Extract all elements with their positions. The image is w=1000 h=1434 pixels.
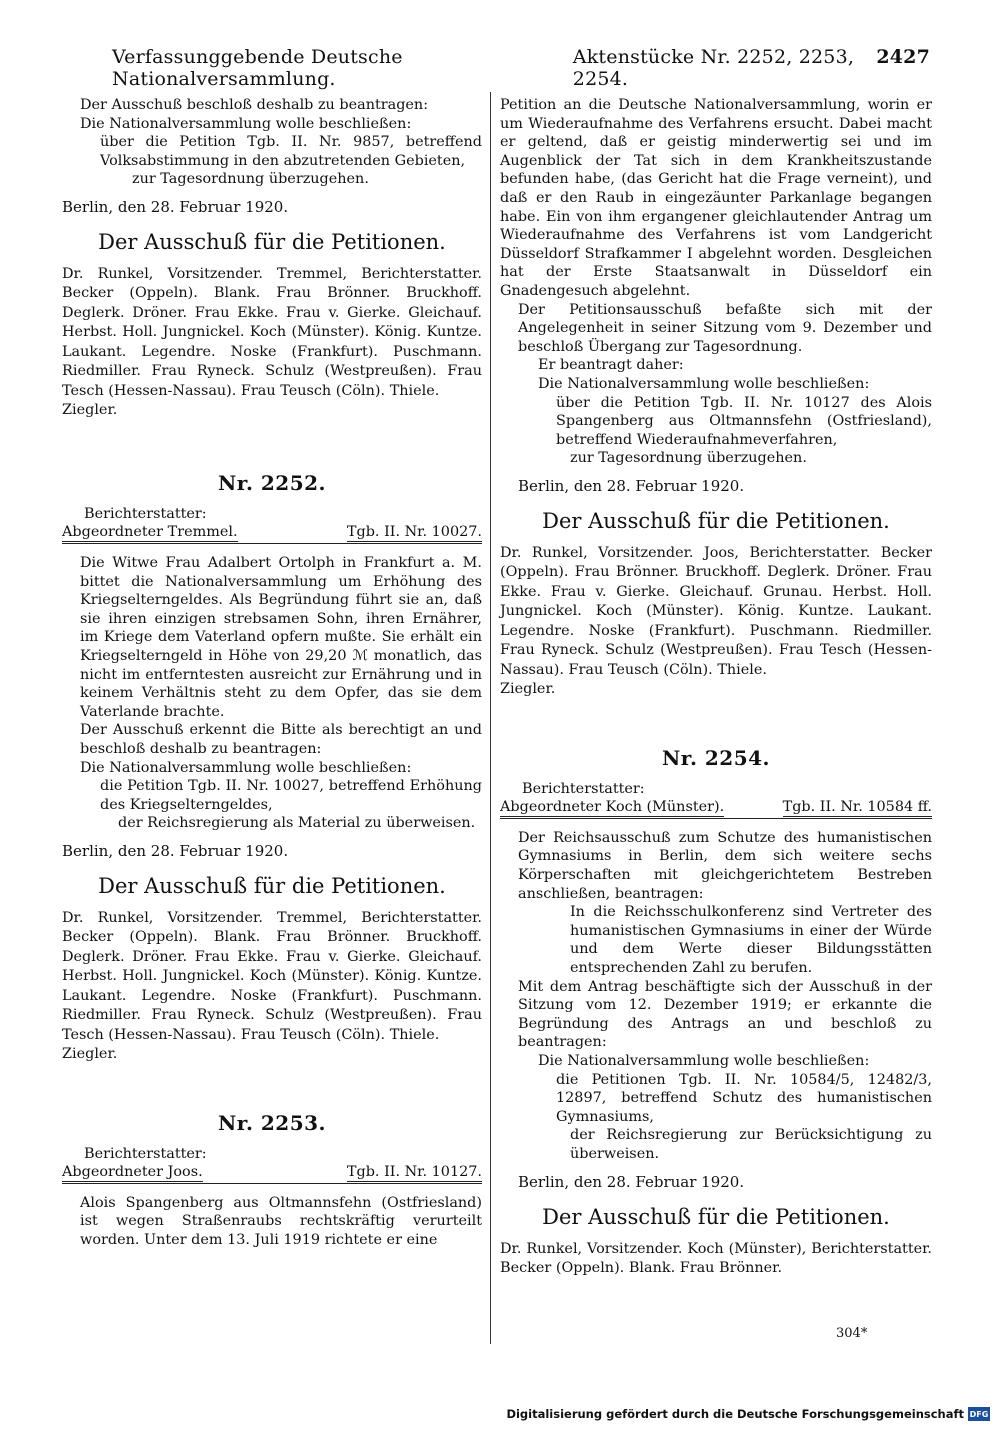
reporter-block [500, 780, 932, 819]
reporter-line [62, 523, 482, 544]
reporter-name: Abgeordneter Joos. [62, 1163, 203, 1180]
reporter-role: Berichterstatter: [84, 505, 207, 522]
paragraph: Mit dem Antrag beschäftigte sich der Ausschuß in der Sitzung vom 12. Dezember 1919; er erkannte die Begründung des Antrags an und beschloß zu beantragen: [518, 978, 932, 1051]
date-line: Berlin, den 28. Februar 1920. [518, 476, 745, 495]
paragraph: die Petitionen Tgb. II. Nr. 10584/5, 12482/3, 12897, betreffend Schutz des humanistischen Gymnasiums, [556, 1071, 932, 1125]
reporter-line [62, 1163, 482, 1184]
document-number: Nr. 2254. [661, 745, 771, 770]
tagebuch-number: Tgb. II. Nr. 10027. [346, 523, 482, 540]
tagebuch-number: Tgb. II. Nr. 10584 ff. [782, 798, 932, 815]
tagebuch-number: Tgb. II. Nr. 10127. [346, 1163, 482, 1180]
member-list-last: Ziegler. [500, 681, 556, 698]
committee-heading: Der Ausschuß für die Petitionen. [542, 508, 890, 533]
intro-line: Die Nationalversammlung wolle beschließen: [80, 115, 412, 132]
reporter-name: Abgeordneter Koch (Münster). [500, 798, 725, 815]
paragraph: Der Petitionsausschuß befaßte sich mit der Angelegenheit in seiner Sitzung vom 9. Dezember und beschloß Übergang zur Tagesordnung. [518, 301, 932, 355]
reporter-block [62, 505, 482, 544]
header-title: Verfassunggebende Deutsche Nationalversammlung. [112, 46, 403, 90]
committee-heading: Der Ausschuß für die Petitionen. [542, 1204, 890, 1229]
reporter-line [500, 798, 932, 819]
member-list-last: Ziegler. [62, 402, 118, 419]
left-column [62, 96, 482, 1250]
date-line: Berlin, den 28. Februar 1920. [62, 197, 289, 216]
paragraph: Die Witwe Frau Adalbert Ortolph in Frankfurt a. M. bittet die Nationalversammlung um Erhöhung des Kriegselterngeldes. Als Begründung führt sie an, daß sie ihren einzigen strebsamen Sohn, ihren Ernährer, im Kriege dem Vaterland opfern mußte. Sie erhält ein Kriegselterngeld in Höhe von 29,20 ℳ monatlich, das nicht im entferntesten ausreicht zur Ernährung und in keinem Verhältnis steht zu dem Opfer, das sie dem Vaterlande brachte. [80, 554, 482, 720]
digitization-footer [506, 1407, 990, 1421]
sheet-signature: 304* [836, 1326, 868, 1341]
paragraph: der Reichsregierung zur Berücksichtigung zu überweisen. [570, 1127, 932, 1162]
page-header [112, 46, 930, 90]
committee-heading: Der Ausschuß für die Petitionen. [98, 229, 446, 254]
member-list: Dr. Runkel, Vorsitzender. Joos, Berichterstatter. Becker (Oppeln). Frau Brönner. Bruckhoff. Deglerk. Dröner. Frau Ekke. Frau v. Gierke. Gleichauf. Grunau. Herbst. Holl. Jungnickel. Koch (Münster). König. Kuntze. Laukant. Legendre. Noske (Frankfurt). Puschmann. Riedmiller. Frau Ryneck. Schulz (Westpreußen). Frau Tesch (Hessen-Nassau). Frau Teusch (Cöln). Thiele. [500, 544, 932, 678]
reporter-block [62, 1145, 482, 1184]
reporter-name: Abgeordneter Tremmel. [62, 523, 238, 540]
footer-text: Digitalisierung gefördert durch die Deutsche Forschungsgemeinschaft [506, 1407, 964, 1421]
paragraph: über die Petition Tgb. II. Nr. 10127 des Alois Spangenberg aus Oltmannsfehn (Ostfriesland), betreffend Wiederaufnahmeverfahren, [556, 394, 932, 448]
right-column [500, 96, 932, 1279]
header-aktenstuecke: Aktenstücke Nr. 2252, 2253, 2254. [572, 46, 855, 90]
paragraph: Er beantragt daher: [538, 357, 684, 374]
paragraph: Die Nationalversammlung wolle beschließen: [538, 375, 870, 392]
reporter-role: Berichterstatter: [522, 780, 645, 797]
paragraph: Der Reichsausschuß zum Schutze des humanistischen Gymnasiums in Berlin, dem sich weitere sechs Körperschaften mit gleichgerichtetem Bestreben anschließen, beantragen: [518, 829, 932, 902]
member-list: Dr. Runkel, Vorsitzender. Tremmel, Berichterstatter. Becker (Oppeln). Blank. Frau Brönner. Bruckhoff. Deglerk. Dröner. Frau Ekke. Frau v. Gierke. Gleichauf. Herbst. Holl. Jungnickel. Koch (Münster). König. Kuntze. Laukant. Legendre. Noske (Frankfurt). Puschmann. Riedmiller. Frau Ryneck. Schulz (Westpreußen). Frau Tesch (Hessen-Nassau). Frau Teusch (Cöln). Thiele. [62, 265, 482, 399]
paragraph: der Reichsregierung als Material zu überweisen. [118, 815, 476, 832]
document-number: Nr. 2253. [217, 1110, 327, 1135]
paragraph: Petition an die Deutsche Nationalversammlung, worin er um Wiederaufnahme des Verfahrens ersucht. Dabei macht er geltend, daß er geistig minderwertig sei und im Augenblick der Tat sich in dem Krankheitszustande befunden habe, (das Gericht hat die Frage verneint), und daß er den Raub in eingezäunter Parkanlage begangen habe. Ein von ihm ergangener gleichlautender Antrag um Wiederaufnahme des Verfahrens ist vom Landgericht Düsseldorf Strafkammer I abgelehnt worden. Desgleichen hat der Erste Staatsanwalt in Düsseldorf ein Gnadengesuch abgelehnt. [500, 97, 932, 299]
paragraph: Der Ausschuß erkennt die Bitte als berechtigt an und beschloß deshalb zu beantragen: [80, 722, 482, 757]
paragraph: In die Reichsschulkonferenz sind Vertreter des humanistischen Gymnasiums in einer der Würde und dem Werte dieser Bildungsstätten entsprechenden Zahl zu berufen. [570, 904, 932, 977]
member-list: Dr. Runkel, Vorsitzender. Koch (Münster), Berichterstatter. Becker (Oppeln). Blank. Frau Brönner. [500, 1240, 932, 1277]
intro-line: zur Tagesordnung überzugehen. [132, 171, 369, 188]
reporter-role: Berichterstatter: [84, 1145, 207, 1162]
paragraph: Die Nationalversammlung wolle beschließen: [80, 759, 412, 776]
member-list-last: Ziegler. [62, 1046, 118, 1063]
intro-line: über die Petition Tgb. II. Nr. 9857, betreffend Volksabstimmung in den abzutretenden Gebieten, [100, 134, 482, 169]
paragraph: Die Nationalversammlung wolle beschließen: [538, 1053, 870, 1069]
member-list: Dr. Runkel, Vorsitzender. Tremmel, Berichterstatter. Becker (Oppeln). Blank. Frau Brönner. Bruckhoff. Deglerk. Dröner. Frau Ekke. Frau v. Gierke. Gleichauf. Herbst. Holl. Jungnickel. Koch (Münster). König. Kuntze. Laukant. Legendre. Noske (Frankfurt). Puschmann. Riedmiller. Frau Ryneck. Schulz (Westpreußen). Frau Tesch (Hessen-Nassau). Frau Teusch (Cöln). Thiele. [62, 909, 482, 1043]
document-number: Nr. 2252. [217, 470, 327, 495]
paragraph: die Petition Tgb. II. Nr. 10027, betreffend Erhöhung des Kriegselterngeldes, [100, 778, 482, 813]
paragraph: zur Tagesordnung überzugehen. [570, 450, 807, 467]
page-number: 2427 [876, 46, 930, 68]
committee-heading: Der Ausschuß für die Petitionen. [98, 873, 446, 898]
dfg-logo-icon: DFG [968, 1407, 990, 1421]
date-line: Berlin, den 28. Februar 1920. [62, 841, 289, 860]
intro-line: Der Ausschuß beschloß deshalb zu beantragen: [80, 97, 429, 113]
paragraph: Alois Spangenberg aus Oltmannsfehn (Ostfriesland) ist wegen Straßenraubs rechtskräftig verurteilt worden. Unter dem 13. Juli 1919 richtete er eine [80, 1194, 482, 1249]
date-line: Berlin, den 28. Februar 1920. [518, 1172, 745, 1191]
column-divider [490, 92, 491, 1344]
